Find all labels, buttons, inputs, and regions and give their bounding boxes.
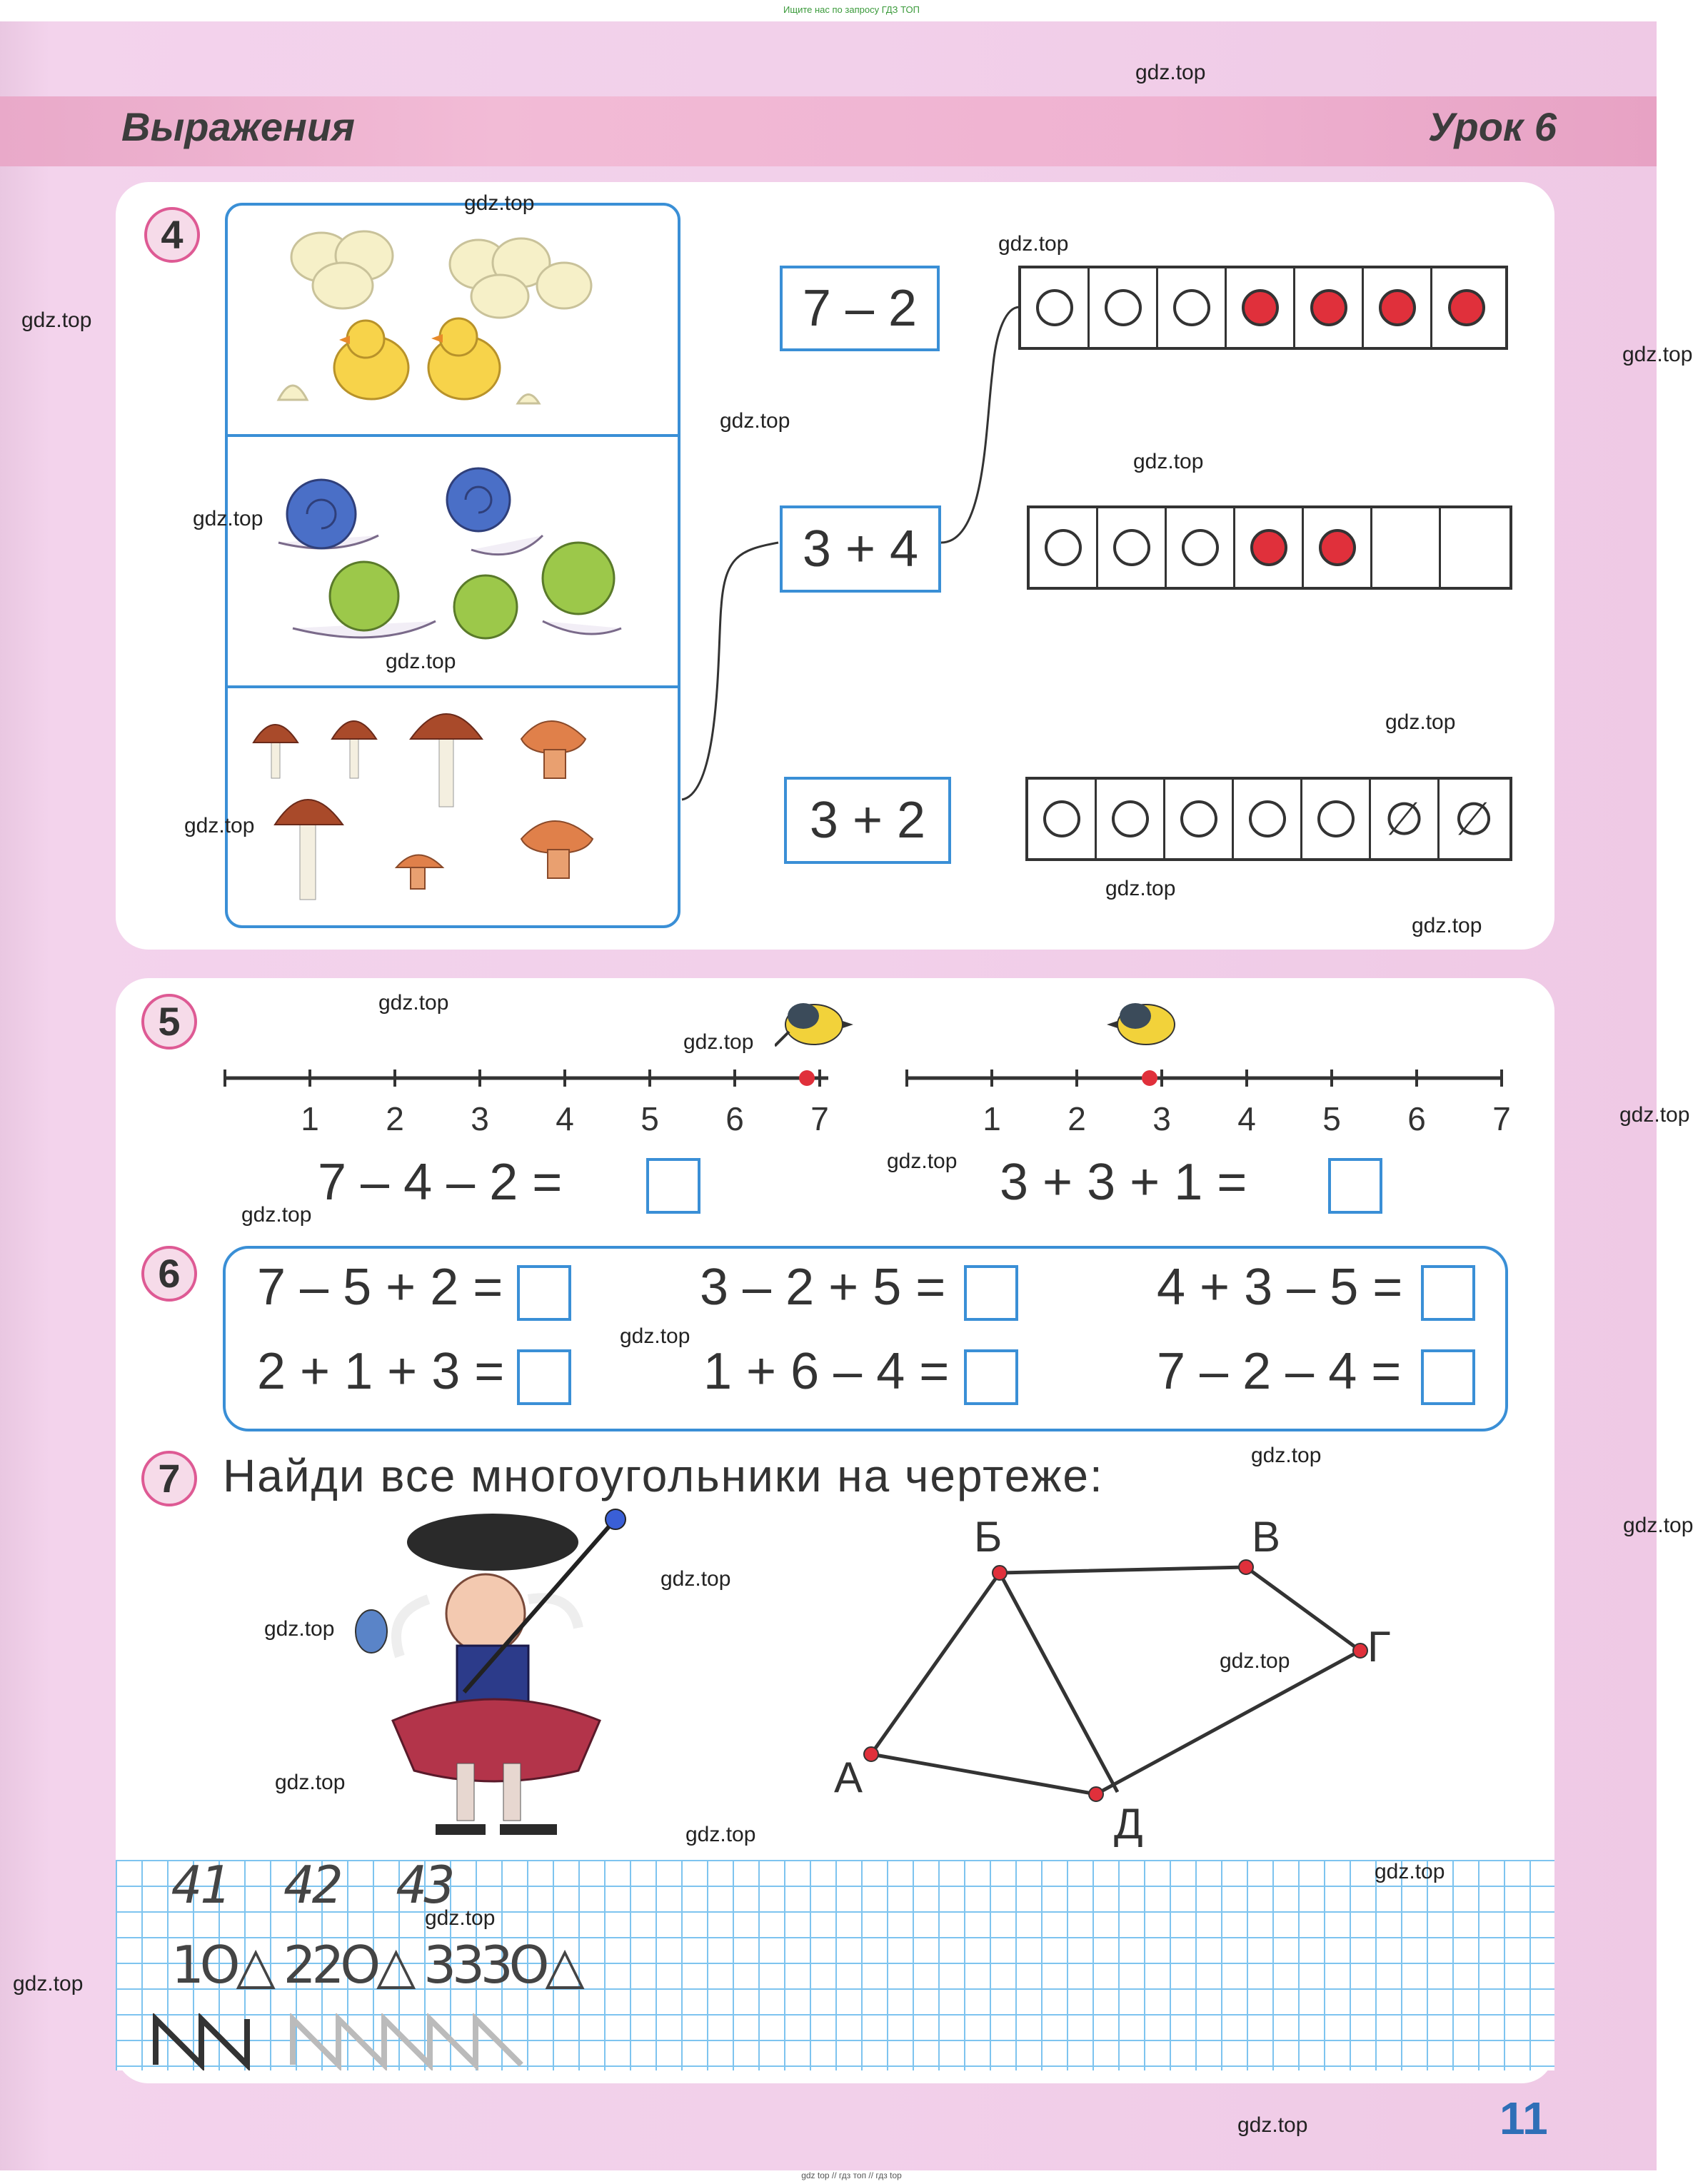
number-line-label: 3 xyxy=(471,1100,489,1137)
task4-number: 4 xyxy=(144,207,200,263)
circle-cell xyxy=(1227,268,1295,347)
empty-circle xyxy=(1249,800,1286,837)
lesson-label: Урок 6 xyxy=(1427,104,1557,149)
watermark: gdz.top xyxy=(425,1906,496,1930)
number-line-label: 5 xyxy=(1322,1100,1341,1137)
bird-right-icon xyxy=(1107,989,1185,1053)
expression-box-3: 3 + 2 xyxy=(784,777,951,864)
red-circle xyxy=(1250,529,1287,566)
empty-circle xyxy=(1180,800,1217,837)
circle-cell xyxy=(1441,508,1509,587)
number-line-label: 7 xyxy=(810,1100,829,1137)
task6-equation-6: 7 – 2 – 4 = xyxy=(1157,1343,1402,1400)
empty-circle xyxy=(1173,289,1210,326)
watermark: gdz.top xyxy=(685,1823,756,1846)
bird-left-icon xyxy=(775,989,853,1053)
watermark: gdz.top xyxy=(378,991,449,1015)
empty-circle xyxy=(1317,800,1355,837)
task5-right-answer[interactable] xyxy=(1328,1158,1382,1214)
number-line-label: 2 xyxy=(386,1100,404,1137)
circle-cell xyxy=(1097,780,1165,858)
circle-row-1 xyxy=(1018,266,1508,350)
watermark: gdz.top xyxy=(1385,710,1456,734)
circle-cell xyxy=(1021,268,1090,347)
watermark: gdz.top xyxy=(1220,1649,1290,1673)
task7-number: 7 xyxy=(141,1451,197,1506)
watermark: gdz.top xyxy=(13,1972,84,1996)
watermark: gdz.top xyxy=(1622,343,1693,366)
circle-cell xyxy=(1158,268,1227,347)
watermark: gdz.top xyxy=(720,409,790,433)
number-line-label: 2 xyxy=(1067,1100,1086,1137)
empty-circle xyxy=(1043,800,1080,837)
watermark: gdz.top xyxy=(241,1203,312,1227)
red-circle xyxy=(1242,289,1279,326)
empty-circle xyxy=(1045,529,1082,566)
bottom-note: gdz top // гдз топ // гдз top xyxy=(801,2170,902,2180)
red-circle xyxy=(1448,289,1485,326)
circle-cell xyxy=(1098,508,1167,587)
circle-row-2 xyxy=(1027,505,1512,590)
copybook-row-1: 41 42 43 xyxy=(171,1855,453,1915)
circle-cell xyxy=(1371,780,1440,858)
watermark: gdz.top xyxy=(620,1324,690,1348)
red-circle xyxy=(1319,529,1356,566)
watermark: gdz.top xyxy=(264,1617,335,1641)
watermark: gdz.top xyxy=(660,1567,731,1591)
number-line-label: 4 xyxy=(1237,1100,1256,1137)
page-title: Выражения xyxy=(121,104,356,149)
watermark: gdz.top xyxy=(1619,1103,1690,1127)
watermark: gdz.top xyxy=(1135,61,1206,84)
circle-cell xyxy=(1302,780,1371,858)
number-line-label: 6 xyxy=(725,1100,744,1137)
task6-answer-6[interactable] xyxy=(1421,1349,1475,1405)
red-circle xyxy=(1379,289,1416,326)
circle-cell xyxy=(1030,508,1098,587)
task6-answer-3[interactable] xyxy=(1421,1265,1475,1321)
watermark: gdz.top xyxy=(1623,1514,1694,1537)
circle-cell xyxy=(1234,780,1302,858)
circle-cell xyxy=(1364,268,1432,347)
expression-box-2: 3 + 4 xyxy=(780,505,941,593)
task6-equation-5: 1 + 6 – 4 = xyxy=(703,1343,950,1400)
watermark: gdz.top xyxy=(193,507,263,530)
watermark: gdz.top xyxy=(21,308,92,332)
copybook-zigzag-pattern xyxy=(150,2013,550,2070)
vertex-label-v: В xyxy=(1252,1513,1281,1561)
red-circle xyxy=(1310,289,1347,326)
watermark: gdz.top xyxy=(184,814,255,837)
task6-equation-3: 4 + 3 – 5 = xyxy=(1157,1259,1403,1316)
gnome-with-staff-picture xyxy=(350,1506,650,1842)
watermark: gdz.top xyxy=(1375,1860,1445,1883)
empty-circle xyxy=(1036,289,1073,326)
task6-number: 6 xyxy=(141,1246,197,1302)
task6-answer-2[interactable] xyxy=(964,1265,1018,1321)
circle-cell xyxy=(1090,268,1158,347)
crossed-circle: ∅ xyxy=(1454,792,1494,845)
circle-cell xyxy=(1167,508,1235,587)
top-note: Ищите нас по запросу ГДЗ ТОП xyxy=(783,4,920,15)
watermark: gdz.top xyxy=(1105,877,1176,900)
circle-cell xyxy=(1235,508,1304,587)
watermark: gdz.top xyxy=(464,191,535,215)
watermark: gdz.top xyxy=(683,1030,754,1054)
circle-cell xyxy=(1165,780,1234,858)
crossed-circle: ∅ xyxy=(1384,792,1425,845)
task6-equation-1: 7 – 5 + 2 = xyxy=(257,1259,503,1316)
watermark: gdz.top xyxy=(887,1149,958,1173)
watermark: gdz.top xyxy=(1251,1444,1322,1467)
watermark: gdz.top xyxy=(275,1771,346,1794)
page-number: 11 xyxy=(1499,2093,1548,2144)
number-line-label: 1 xyxy=(983,1100,1001,1137)
copybook-row-2: 1О△ 22О△ 333О△ xyxy=(171,1935,581,1995)
number-line-label: 5 xyxy=(640,1100,659,1137)
number-line-label: 4 xyxy=(556,1100,574,1137)
task5-left-answer[interactable] xyxy=(646,1158,700,1214)
watermark: gdz.top xyxy=(1237,2113,1308,2137)
vertex-label-b: Б xyxy=(974,1513,1003,1561)
watermark: gdz.top xyxy=(1133,450,1204,473)
empty-circle xyxy=(1113,529,1150,566)
number-line-label: 7 xyxy=(1492,1100,1511,1137)
empty-circle xyxy=(1182,529,1219,566)
task5-right-equation: 3 + 3 + 1 = xyxy=(1000,1154,1247,1211)
expression-box-1: 7 – 2 xyxy=(780,266,940,351)
task6-answer-4[interactable] xyxy=(517,1349,571,1405)
empty-circle xyxy=(1112,800,1149,837)
watermark: gdz.top xyxy=(386,650,456,673)
task5-number: 5 xyxy=(141,994,197,1050)
circle-cell xyxy=(1440,780,1508,858)
watermark: gdz.top xyxy=(998,232,1069,256)
circle-cell xyxy=(1028,780,1097,858)
vertex-label-a: А xyxy=(834,1753,863,1801)
circle-cell xyxy=(1295,268,1364,347)
watermark: gdz.top xyxy=(1412,914,1482,937)
task6-answer-1[interactable] xyxy=(517,1265,571,1321)
number-line-label: 3 xyxy=(1152,1100,1171,1137)
circle-row-3 xyxy=(1025,777,1512,861)
vertex-label-d: Д xyxy=(1114,1800,1143,1848)
circle-cell xyxy=(1372,508,1441,587)
number-line-label: 1 xyxy=(301,1100,319,1137)
empty-circle xyxy=(1105,289,1142,326)
number-line-label: 6 xyxy=(1407,1100,1426,1137)
task5-left-equation: 7 – 4 – 2 = xyxy=(318,1154,563,1211)
circle-cell xyxy=(1432,268,1501,347)
task6-equation-4: 2 + 1 + 3 = xyxy=(257,1343,505,1400)
vertex-label-g: Г xyxy=(1367,1623,1391,1671)
task6-equation-2: 3 – 2 + 5 = xyxy=(700,1259,946,1316)
task7-text: Найди все многоугольники на чертеже: xyxy=(223,1450,1104,1501)
task6-answer-5[interactable] xyxy=(964,1349,1018,1405)
circle-cell xyxy=(1304,508,1372,587)
